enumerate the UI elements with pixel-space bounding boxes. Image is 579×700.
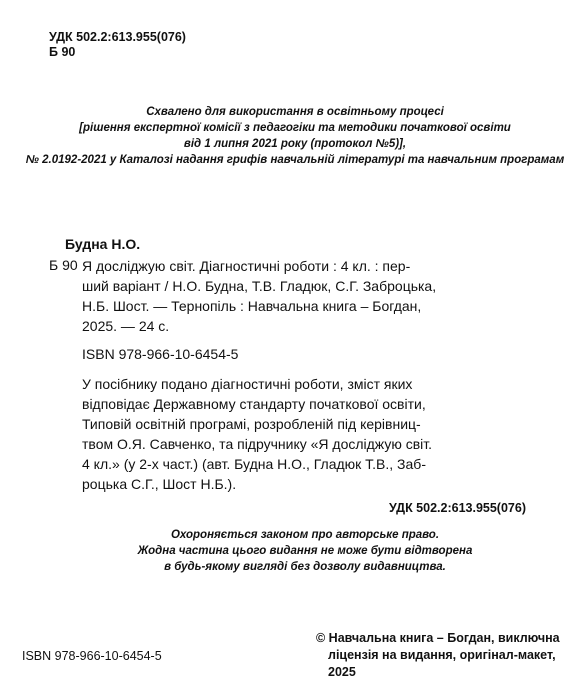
copyright-line: Жодна частина цього видання не може бути відтворена <box>137 545 473 557</box>
approval-line: № 2.0192-2021 у Каталозі надання грифів навчальній літературі та навчальним програмам <box>25 154 565 166</box>
library-index: Б 90 <box>49 45 76 59</box>
catalog-index: Б 90 <box>49 257 78 273</box>
copyright-line: в будь-якому вигляді без дозволу видавництва. <box>164 561 446 573</box>
annotation-line: відповідає Державному стандарту початкової освіти, <box>82 396 426 412</box>
annotation-line: роцька С.Г., Шост Н.Б.). <box>82 476 237 492</box>
annotation-line: твом О.Я. Савченко, та підручнику «Я досліджую світ. <box>82 436 433 452</box>
description-line: 2025. — 24 с. <box>82 318 170 334</box>
approval-line: [рішення експертної комісії з педагогіки та методики початкової освіти <box>79 122 511 134</box>
publisher-line: ліцензія на видання, оригінал-макет, 2025 <box>328 648 556 679</box>
annotation-line: 4 кл.» (у 2-х част.) (авт. Будна Н.О., Гладюк Т.В., Заб- <box>82 456 426 472</box>
udk-header <box>49 30 186 60</box>
annotation <box>82 374 526 494</box>
catalog-author: Будна Н.О. <box>65 236 141 252</box>
annotation-line: У посібнику подано діагностичні роботи, зміст яких <box>82 376 413 392</box>
copyright-line: Охороняється законом про авторське право. <box>170 529 440 541</box>
catalog-udk: УДК 502.2:613.955(076) <box>389 501 526 515</box>
description-line: ший варіант / Н.О. Будна, Т.В. Гладюк, С.Г. Заброцька, <box>82 278 437 294</box>
publisher-line: © Навчальна книга – Богдан, виключна <box>316 631 560 645</box>
catalog-isbn: ISBN 978-966-10-6454-5 <box>82 346 239 362</box>
approval-line: від 1 липня 2021 року (протокол №5)], <box>183 138 407 150</box>
udk-code: УДК 502.2:613.955(076) <box>49 30 186 44</box>
publisher-copyright <box>316 630 579 681</box>
annotation-line: Типовій освітній програмі, розробленій під керівниц- <box>82 416 421 432</box>
description-line: Н.Б. Шост. — Тернопіль : Навчальна книга – Богдан, <box>82 298 422 314</box>
approval-line: Схвалено для використання в освітньому процесі <box>146 106 444 118</box>
approval-statement <box>20 104 570 168</box>
catalog-card <box>82 256 526 518</box>
footer-isbn: ISBN 978-966-10-6454-5 <box>22 649 162 663</box>
description-line: Я досліджую світ. Діагностичні роботи : 4 кл. : пер- <box>82 258 411 274</box>
copyright-notice <box>40 527 570 575</box>
